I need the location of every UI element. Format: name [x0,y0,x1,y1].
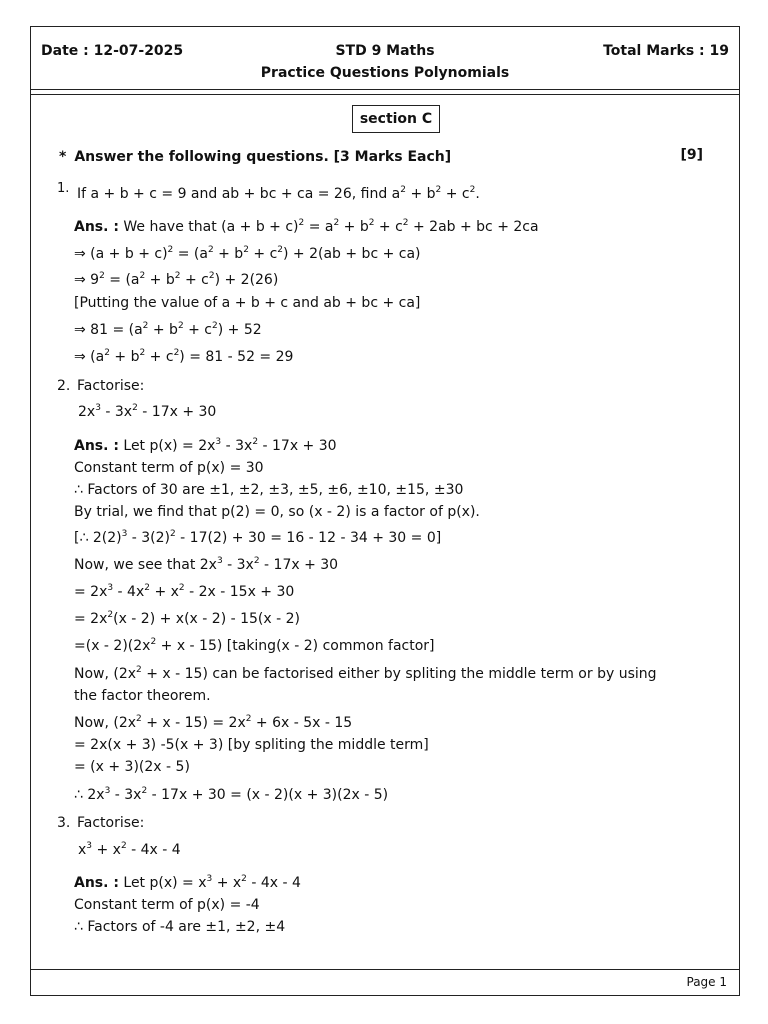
q1-ans-line: Ans. : We have that $(a + b + c)^2 = a^2 + b^2 + c^2 + 2ab$ + bc + 2ca [74,218,539,235]
q2-ans-line: Ans. : Let $p(x) = 2x^3 - 3x^2 - 17x + 30$ [74,437,337,454]
q2-step-15: ∴ $2x^3 - 3x^2 - 17x + 30 = (x - 2)(x + 3)(2x - 5)$ [74,786,389,803]
q1-step-4: [Putting the value of a + b + c and ab + bc + ca] [74,295,421,311]
section-marks: [9] [680,147,703,163]
q1-question: If a + b + c = 9 and ab + bc + ca = 26, find $a^2 + b^2 + c^2$. [77,185,480,202]
instruction [59,149,451,165]
page-frame [30,26,740,996]
q1-step-5: ⇒ $81 = (a^2 + b^2 + c^2) + 52$ [74,321,262,338]
q2-number: 2. [57,378,71,394]
ans-label: Ans. : [74,438,119,454]
q2-step-14: = (x + 3)(2x - 5) [74,759,190,775]
q2-step-12: Now, $(2x^2 + x - 15) = 2x^2 + 6x - 5x - 15$ [74,714,353,731]
q3-ans-line: Ans. : Let $p(x) = x^3 + x^2 - 4x - 4$ [74,874,301,891]
q2-step-8: = $2x^2(x - 2) + x(x - 2) - 15(x - 2)$ [74,610,300,627]
q1-step-6: ⇒ $(a^2 + b^2 + c^2) = 81 - 52 = 29$ [74,348,294,365]
q2-step-4: By trial, we find that p(2) = 0, so (x - 2) is a factor of p(x). [74,504,480,520]
paper-title: Practice Questions Polynomials [260,65,510,81]
q2-step-3: ∴ Factors of 30 are ±1, ±2, ±3, ±5, ±6, ±10, ±15, ±30 [74,482,464,498]
header [31,27,739,89]
q3-expression: $x^3 + x^2 - 4x - 4$ [78,841,181,858]
q2-step-2: Constant term of p(x) = 30 [74,460,264,476]
exam-date: Date : 12-07-2025 [41,43,184,59]
q2-title: Factorise: [77,378,145,394]
ans-label: Ans. : [74,219,119,235]
q2-step-13: = 2x(x + 3) -5(x + 3) [by spliting the middle term] [74,737,429,753]
q1-step-3: ⇒ $9^2 = (a^2 + b^2 + c^2) + 2(26)$ [74,271,279,288]
q2-step-7: = $2x^3 - 4x^2 + x^2 - 2x - 15x + 30$ [74,583,295,600]
subject: STD 9 Maths [335,43,435,59]
q2-step-5: [∴ $2(2)^3 - 3(2)^2 - 17(2) + 30 = 16 - 12 - 34 + 30 = 0$] [74,529,442,546]
q3-step-3: ∴ Factors of -4 are ±1, ±2, ±4 [74,919,286,935]
q2-step-9: $=(x - 2)(2x^2 + x - 15)$ [taking(x - 2) common factor] [74,637,435,654]
q2-step-6: Now, we see that $2x^3 - 3x^2 - 17x + 30$ [74,556,339,573]
header-divider-bottom [31,94,739,95]
star-bullet: * [59,149,67,165]
q2-step-11: the factor theorem. [74,688,211,704]
q1-step-2: ⇒ $(a + b + c)^2 = (a^2 + b^2 + c^2) + 2(ab$ + bc + ca) [74,245,421,262]
instruction-text: Answer the following questions. [3 Marks Each] [74,149,452,165]
q3-step-2: Constant term of p(x) = -4 [74,897,260,913]
q2-step-10: Now, $(2x^2 + x - 15)$ can be factorised either by spliting the middle term or by using [74,665,657,682]
q3-number: 3. [57,815,71,831]
header-divider-top [31,89,739,90]
ans-label: Ans. : [74,875,119,891]
section-label: section C [352,105,440,133]
footer-divider [31,969,739,970]
q1-number: 1. [57,181,70,196]
total-marks: Total Marks : 19 [603,43,729,59]
q3-title: Factorise: [77,815,145,831]
page-number: Page 1 [686,975,727,989]
q2-expression: $2x^3 - 3x^2 - 17x + 30$ [78,403,217,420]
